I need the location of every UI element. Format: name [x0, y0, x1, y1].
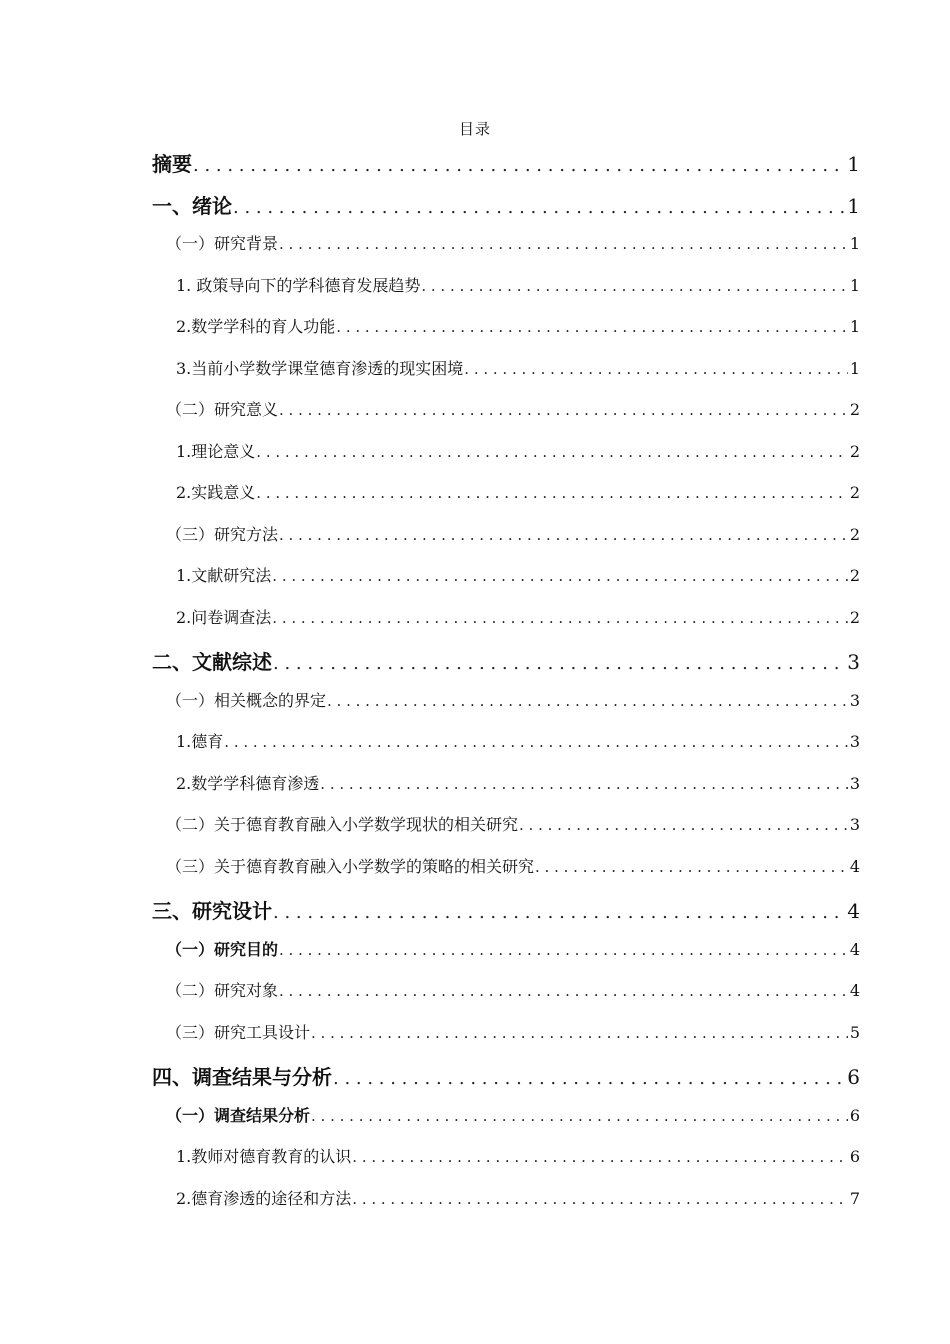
toc-entry-label: 四、调查结果与分析 [152, 1065, 332, 1089]
toc-entry-label: 2.数学学科德育渗透 [176, 773, 320, 793]
toc-entry-label: （二）关于德育教育融入小学数学现状的相关研究 [166, 815, 519, 834]
toc-entry-label: 3.当前小学数学课堂德育渗透的现实困境 [176, 358, 464, 378]
toc-entry[interactable] [176, 1186, 860, 1209]
dot-leader [352, 1148, 848, 1166]
dot-leader [519, 816, 848, 834]
dot-leader [233, 197, 845, 218]
toc-page-number: 1 [849, 358, 860, 378]
toc-page-number: 2 [849, 441, 860, 461]
dot-leader [256, 484, 848, 502]
toc-page-number: 2 [849, 483, 860, 502]
toc-page-number: 5 [849, 1022, 860, 1042]
toc-entry-label: 摘要 [152, 152, 192, 176]
toc-entry[interactable] [166, 812, 860, 835]
toc-entry-label: 1. 政策导向下的学科德育发展趋势 [176, 275, 421, 295]
dot-leader [273, 653, 845, 674]
dot-leader [311, 1024, 848, 1042]
dot-leader [464, 360, 848, 378]
toc-page-number: 1 [847, 193, 860, 218]
toc-page-number: 4 [847, 899, 860, 923]
toc-entry[interactable] [166, 1103, 860, 1126]
toc-page-number: 6 [849, 1147, 860, 1166]
toc-page-number: 3 [847, 650, 860, 674]
toc-page-number: 4 [849, 981, 860, 1000]
toc-page-number: 1 [847, 152, 860, 176]
toc-page-number: 2 [849, 400, 860, 419]
toc-entry[interactable] [152, 190, 860, 219]
toc-entry[interactable] [152, 646, 860, 675]
dot-leader [256, 443, 848, 461]
dot-leader [336, 318, 848, 336]
toc-entry-label: （一）研究背景 [166, 234, 279, 253]
toc-entry-label: （三）研究工具设计 [166, 1022, 311, 1042]
toc-entry-label: 1.文献研究法 [176, 566, 272, 585]
toc-entry[interactable] [176, 356, 860, 379]
toc-entry[interactable] [152, 895, 860, 924]
toc-page-number: 1 [849, 234, 860, 253]
toc-entry[interactable] [176, 563, 860, 586]
toc-entry-label: 2.问卷调查法 [176, 607, 272, 627]
toc-entry[interactable] [166, 231, 860, 254]
toc-entry-label: 2.德育渗透的途径和方法 [176, 1188, 352, 1208]
dot-leader [279, 941, 848, 959]
toc-entry[interactable] [176, 771, 860, 794]
toc-page-number: 3 [849, 690, 860, 710]
dot-leader [535, 858, 848, 876]
dot-leader [327, 692, 848, 710]
dot-leader [272, 609, 848, 627]
toc-entry-label: （一）研究目的 [166, 939, 279, 959]
toc-entry[interactable] [166, 688, 860, 711]
toc-entry[interactable] [176, 729, 860, 752]
toc-entry[interactable] [176, 314, 860, 337]
dot-leader [273, 902, 845, 923]
dot-leader [279, 526, 848, 544]
toc-entry[interactable] [166, 397, 860, 420]
toc-entry[interactable] [166, 854, 860, 877]
toc-entry-label: （三）研究方法 [166, 524, 279, 544]
dot-leader [421, 277, 847, 295]
toc-entry-label: 1.德育 [176, 732, 224, 751]
toc-entry-label: （二）研究对象 [166, 981, 279, 1000]
dot-leader [279, 235, 848, 253]
toc-page-number: 6 [849, 1105, 860, 1125]
toc-entry-label: 2.数学学科的育人功能 [176, 317, 336, 336]
toc-page-number: 6 [847, 1065, 860, 1089]
toc-entry-label: 1.教师对德育教育的认识 [176, 1147, 352, 1166]
toc-entry-label: （一）调查结果分析 [166, 1105, 311, 1125]
toc-entry-label: （二）研究意义 [166, 400, 279, 419]
toc-entry[interactable] [152, 148, 860, 177]
toc-entry-label: 2.实践意义 [176, 483, 256, 502]
toc-entry-label: （三）关于德育教育融入小学数学的策略的相关研究 [166, 856, 535, 876]
toc-entry-label: 1.理论意义 [176, 441, 256, 461]
toc-page-number: 4 [849, 939, 860, 959]
dot-leader [352, 1190, 848, 1208]
dot-leader [279, 982, 848, 1000]
toc-entry-label: 一、绪论 [152, 193, 232, 218]
toc-page-number: 3 [849, 732, 860, 751]
toc-entry[interactable] [166, 522, 860, 545]
toc-entry-label: 二、文献综述 [152, 650, 272, 674]
toc-page-number: 7 [849, 1188, 860, 1208]
toc-entry[interactable] [166, 937, 860, 960]
toc-page-number: 1 [849, 275, 860, 295]
dot-leader [311, 1107, 848, 1125]
dot-leader [272, 567, 848, 585]
toc-page-number: 3 [849, 815, 860, 834]
toc-entry[interactable] [166, 1020, 860, 1043]
toc-entry[interactable] [176, 439, 860, 462]
toc-entry[interactable] [176, 1144, 860, 1167]
toc-entry[interactable] [176, 605, 860, 628]
toc-entry[interactable] [176, 480, 860, 503]
toc-page-number: 4 [849, 856, 860, 876]
dot-leader [279, 401, 848, 419]
toc-page-number: 2 [849, 524, 860, 544]
dot-leader [333, 1068, 845, 1089]
toc-entry[interactable] [176, 273, 860, 296]
toc-page-number: 2 [849, 566, 860, 585]
toc-page-number: 3 [849, 773, 860, 793]
dot-leader [320, 775, 848, 793]
toc-title: 目录 [458, 120, 491, 138]
dot-leader [193, 155, 845, 176]
toc-entry[interactable] [152, 1061, 860, 1090]
toc-entry-label: 三、研究设计 [152, 899, 272, 923]
toc-entry[interactable] [166, 978, 860, 1001]
toc-entry-label: （一）相关概念的界定 [166, 690, 327, 710]
toc-page-number: 1 [849, 317, 860, 336]
toc-page-number: 2 [849, 607, 860, 627]
dot-leader [224, 733, 848, 751]
